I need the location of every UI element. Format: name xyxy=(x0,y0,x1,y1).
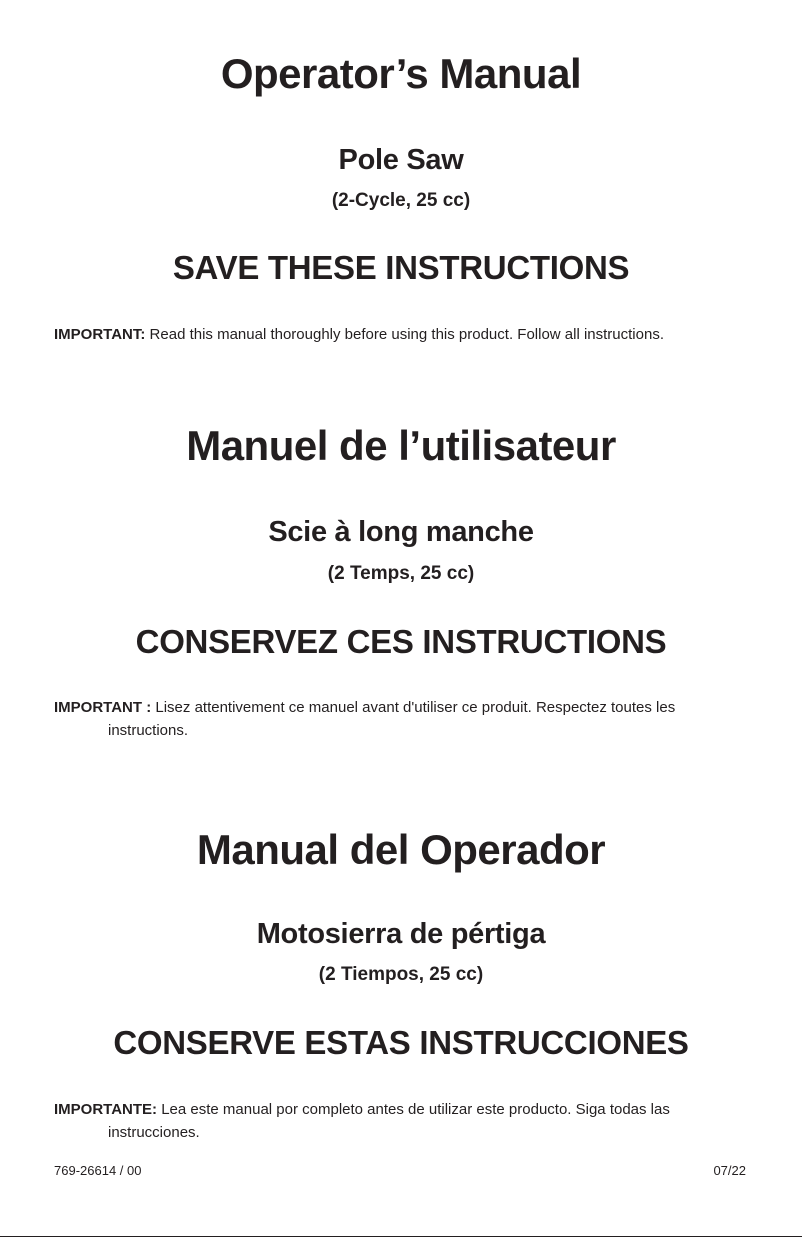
part-number: 769-26614 / 00 xyxy=(54,1163,142,1178)
french-product-name: Scie à long manche xyxy=(268,516,534,548)
spanish-title: Manual del Operador xyxy=(196,826,606,873)
spanish-spec: (2 Tiempos, 25 cc) xyxy=(318,964,484,985)
french-important-text: Lisez attentivement ce manuel avant d'utiliser ce produit. Respectez toutes les instructions. xyxy=(108,699,676,739)
english-important-label: IMPORTANT: xyxy=(54,326,146,343)
spanish-save-instructions: CONSERVE ESTAS INSTRUCCIONES xyxy=(113,1024,689,1061)
english-important-text: Read this manual thoroughly before using this product. Follow all instructions. xyxy=(145,326,664,343)
english-title: Operator’s Manual xyxy=(220,50,582,97)
english-spec: (2-Cycle, 25 cc) xyxy=(331,190,471,211)
french-important-notice xyxy=(54,696,754,742)
revision-date: 07/22 xyxy=(713,1163,746,1178)
english-product-name: Pole Saw xyxy=(338,144,464,176)
french-title: Manuel de l’utilisateur xyxy=(186,422,616,469)
spanish-important-text: Lea este manual por completo antes de utilizar este producto. Siga todas las instrucciones. xyxy=(108,1101,670,1141)
english-save-instructions: SAVE THESE INSTRUCTIONS xyxy=(172,249,630,286)
english-important-notice xyxy=(54,323,754,346)
spanish-product-name: Motosierra de pértiga xyxy=(256,918,546,950)
french-spec: (2 Temps, 25 cc) xyxy=(327,563,475,584)
french-save-instructions: CONSERVEZ CES INSTRUCTIONS xyxy=(135,623,667,660)
bottom-rule xyxy=(0,1236,802,1237)
spanish-important-notice xyxy=(54,1098,754,1144)
spanish-important-label: IMPORTANTE: xyxy=(54,1101,158,1118)
french-important-label: IMPORTANT : xyxy=(54,699,152,716)
